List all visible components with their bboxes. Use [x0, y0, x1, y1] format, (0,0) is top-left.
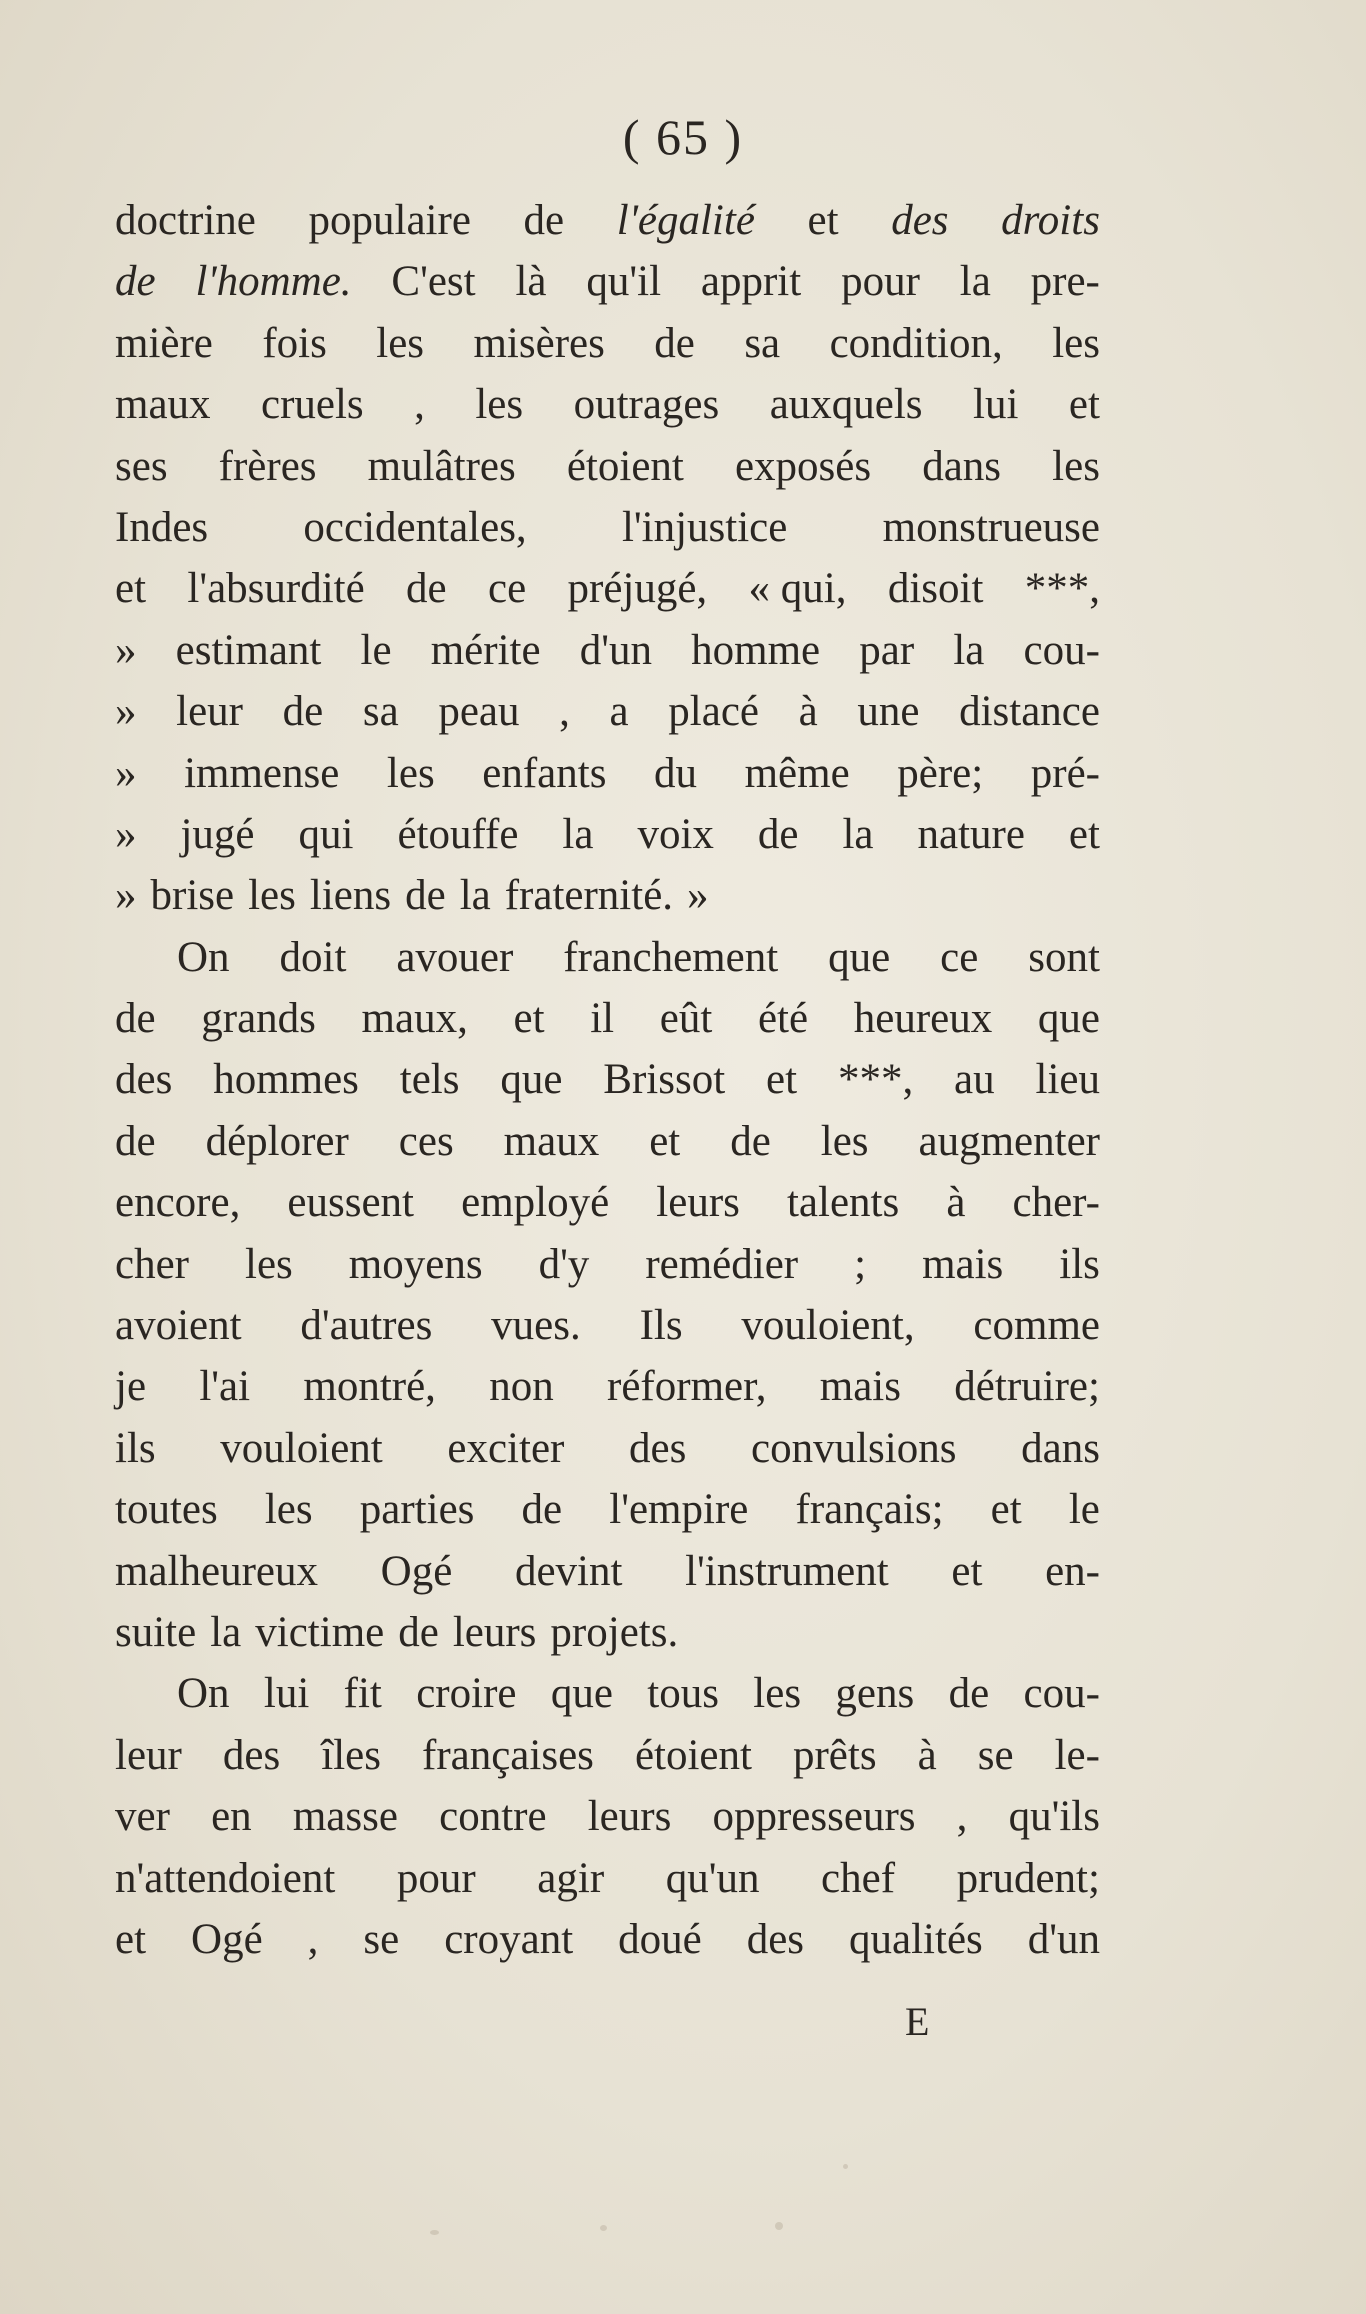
word: fit	[343, 1670, 382, 1718]
word: hommes	[213, 1056, 359, 1104]
word: voix	[637, 810, 714, 858]
word: « qui,	[748, 565, 847, 613]
word: »	[115, 749, 137, 797]
word: encore,	[115, 1179, 241, 1227]
word: apprit	[700, 258, 802, 306]
word: l'homme.	[195, 258, 352, 306]
word: l'empire	[609, 1486, 749, 1534]
word: en-	[1045, 1547, 1100, 1595]
word: de	[115, 995, 156, 1043]
word: eussent	[287, 1179, 415, 1227]
text-line	[115, 1234, 1100, 1295]
word: îles	[321, 1731, 381, 1779]
word: remédier	[645, 1240, 799, 1288]
text-line	[115, 1049, 1100, 1110]
word: fraternité.	[504, 872, 674, 920]
word: une	[857, 688, 920, 736]
word: les	[264, 1486, 313, 1534]
word: »	[115, 810, 137, 858]
text-line	[115, 1725, 1100, 1786]
word: les	[1052, 319, 1100, 367]
paper-speck	[775, 2222, 783, 2230]
text-line	[115, 1356, 1100, 1417]
word: je	[115, 1363, 147, 1411]
word: ***,	[1024, 565, 1100, 613]
word: ces	[398, 1117, 454, 1165]
word: de	[654, 319, 695, 367]
word: la	[953, 626, 985, 674]
word: se	[363, 1915, 400, 1963]
word: vues.	[491, 1302, 581, 1350]
word: et	[115, 565, 147, 613]
word: doué	[618, 1915, 702, 1963]
body-text	[115, 190, 1100, 1970]
word: mais	[922, 1240, 1004, 1288]
word: lui	[263, 1670, 310, 1718]
word: ***,	[837, 1056, 914, 1104]
text-line	[115, 1786, 1100, 1847]
word: malheureux	[115, 1547, 318, 1595]
word: monstrueuse	[882, 503, 1100, 551]
word: contre	[439, 1793, 547, 1841]
word: ce	[487, 565, 527, 613]
word: sont	[1028, 933, 1100, 981]
text-line	[115, 865, 1100, 926]
word: le-	[1054, 1731, 1100, 1779]
word: peau	[438, 688, 520, 736]
page-number: ( 65 )	[622, 109, 744, 165]
word: outrages	[573, 381, 720, 429]
word: gens	[835, 1670, 915, 1718]
word: des	[746, 1915, 805, 1963]
signature-mark: E	[905, 1999, 930, 2044]
word: a	[609, 688, 629, 736]
word: d'autres	[300, 1302, 433, 1350]
word: doctrine	[115, 197, 256, 244]
word: des	[115, 1056, 173, 1104]
word: se	[977, 1731, 1014, 1779]
text-line	[115, 190, 1100, 251]
word: que	[1037, 995, 1100, 1043]
word: Ogé	[191, 1915, 263, 1963]
word: convulsions	[751, 1424, 957, 1472]
word: cou-	[1023, 1670, 1100, 1718]
word: employé	[461, 1179, 610, 1227]
word: du	[654, 749, 698, 797]
word: préjugé,	[567, 565, 708, 613]
word: l'absurdité	[187, 565, 365, 613]
text-line	[115, 313, 1100, 374]
word: ,	[559, 688, 570, 736]
word: et	[951, 1547, 983, 1595]
word: mérite	[430, 626, 541, 674]
word: qu'un	[665, 1854, 760, 1902]
text-line	[115, 1479, 1100, 1540]
text-line	[115, 743, 1100, 804]
word: dans	[922, 442, 1002, 490]
word: »	[687, 872, 709, 920]
word: distance	[959, 688, 1100, 736]
word: estimant	[175, 626, 322, 674]
word: les	[753, 1670, 802, 1718]
word: auxquels	[769, 381, 923, 429]
word: pour	[396, 1854, 476, 1902]
word: maux,	[361, 995, 468, 1043]
word: Brissot	[603, 1056, 726, 1104]
word: l'égalité	[616, 197, 755, 244]
word: devint	[514, 1547, 623, 1595]
word: français;	[795, 1486, 944, 1534]
word: qualités	[849, 1915, 983, 1963]
word: talents	[786, 1179, 900, 1227]
paper-speck	[430, 2230, 439, 2235]
word: les	[386, 749, 435, 797]
word: moyens	[348, 1240, 483, 1288]
word: mulâtres	[367, 442, 516, 490]
word: la	[842, 810, 874, 858]
word: droits	[1001, 197, 1100, 244]
word: leur	[176, 688, 243, 736]
word: sa	[362, 688, 399, 736]
word: des	[629, 1424, 687, 1472]
word: avouer	[396, 933, 514, 981]
word: de	[730, 1117, 771, 1165]
word: par	[859, 626, 915, 674]
word: augmenter	[918, 1117, 1100, 1165]
word: exposés	[734, 442, 872, 490]
text-line	[115, 251, 1100, 312]
word: et	[115, 1915, 147, 1963]
word: eût	[659, 995, 713, 1043]
word: de	[521, 1486, 563, 1534]
word: franchement	[563, 933, 779, 981]
word: de	[948, 1670, 990, 1718]
word: montré,	[303, 1363, 436, 1411]
word: pour	[841, 258, 920, 306]
word: de	[115, 258, 156, 306]
word: et	[513, 995, 545, 1043]
word: les	[1052, 442, 1100, 490]
word: Ils	[639, 1302, 683, 1350]
word: On	[177, 1670, 230, 1718]
text-line	[115, 436, 1100, 497]
word: ;	[854, 1240, 867, 1288]
word: enfants	[482, 749, 607, 797]
word: chef	[821, 1854, 896, 1902]
word: l'injustice	[621, 503, 788, 551]
word: comme	[973, 1302, 1100, 1350]
word: tous	[647, 1670, 719, 1718]
paper-speck	[600, 2225, 607, 2231]
text-line	[115, 804, 1100, 865]
word: été	[757, 995, 809, 1043]
word: le	[1068, 1486, 1100, 1534]
word: la	[210, 1608, 242, 1656]
word: pre-	[1030, 258, 1100, 306]
word: au	[954, 1056, 995, 1104]
word: vouloient,	[741, 1302, 915, 1350]
word: maux	[503, 1117, 600, 1165]
text-line	[115, 1111, 1100, 1172]
word: leurs	[452, 1608, 537, 1656]
word: mais	[819, 1363, 901, 1411]
word: ils	[1059, 1240, 1100, 1288]
word: que	[500, 1056, 563, 1104]
word: vouloient	[220, 1424, 383, 1472]
word: misères	[473, 319, 605, 367]
word: de	[405, 872, 446, 920]
word: parties	[359, 1486, 475, 1534]
word: ,	[414, 381, 425, 429]
word: que	[828, 933, 891, 981]
word: masse	[292, 1793, 398, 1841]
word: pré-	[1030, 749, 1100, 797]
word: à	[946, 1179, 966, 1227]
word: doit	[279, 933, 347, 981]
text-line	[115, 1663, 1100, 1724]
text-line	[115, 1418, 1100, 1479]
word: de	[406, 565, 447, 613]
word: en	[211, 1793, 252, 1841]
text-line	[115, 927, 1100, 988]
word: leurs	[656, 1179, 740, 1227]
word: exciter	[447, 1424, 565, 1472]
word: disoit	[887, 565, 984, 613]
word: détruire;	[954, 1363, 1100, 1411]
word: des	[222, 1731, 281, 1779]
word: victime	[255, 1608, 385, 1656]
word: C'est	[391, 258, 476, 306]
word: de	[115, 1117, 156, 1165]
word: mière	[115, 319, 213, 367]
word: On	[177, 933, 230, 981]
word: homme	[691, 626, 821, 674]
word: l'instrument	[685, 1547, 889, 1595]
word: des	[891, 197, 949, 244]
word: cher-	[1012, 1179, 1100, 1227]
word: sa	[744, 319, 781, 367]
word: père;	[897, 749, 984, 797]
word: de	[398, 1608, 439, 1656]
text-line	[115, 558, 1100, 619]
word: non	[489, 1363, 554, 1411]
word: étoient	[634, 1731, 752, 1779]
word: »	[115, 688, 137, 736]
word: ,	[956, 1793, 968, 1841]
word: d'un	[1027, 1915, 1100, 1963]
word: la	[562, 810, 594, 858]
word: agir	[537, 1854, 605, 1902]
word: et	[1068, 381, 1100, 429]
word: immense	[184, 749, 340, 797]
word: n'attendoient	[115, 1854, 336, 1902]
word: cruels	[261, 381, 364, 429]
word: là	[515, 258, 547, 306]
word: il	[590, 995, 615, 1043]
text-line	[115, 1172, 1100, 1233]
word: et	[649, 1117, 681, 1165]
word: et	[807, 197, 839, 244]
word: nature	[917, 810, 1025, 858]
word: la	[959, 258, 991, 306]
word: les	[475, 381, 524, 429]
word: heureux	[853, 995, 993, 1043]
word: condition,	[829, 319, 1003, 367]
paper-speck	[843, 2164, 848, 2169]
word: d'un	[579, 626, 652, 674]
word: dans	[1021, 1424, 1100, 1472]
word: ils	[115, 1424, 156, 1472]
word: projets.	[550, 1608, 679, 1656]
text-line	[115, 988, 1100, 1049]
word: grands	[201, 995, 316, 1043]
word: de	[757, 810, 799, 858]
word: de	[523, 197, 565, 244]
word: oppresseurs	[712, 1793, 916, 1841]
word: et	[1068, 810, 1100, 858]
word: frères	[218, 442, 317, 490]
word: la	[459, 872, 491, 920]
word: avoient	[115, 1302, 242, 1350]
text-line	[115, 374, 1100, 435]
word: ver	[115, 1793, 170, 1841]
word: à	[798, 688, 818, 736]
word: populaire	[308, 197, 471, 244]
word: les	[245, 1240, 293, 1288]
word: Ogé	[380, 1547, 453, 1595]
text-line	[115, 1602, 1100, 1663]
word: lieu	[1035, 1056, 1100, 1104]
word: françaises	[422, 1731, 594, 1779]
word: étouffe	[397, 810, 519, 858]
word: et	[766, 1056, 798, 1104]
text-line	[115, 681, 1100, 742]
word: les	[376, 319, 425, 367]
word: le	[360, 626, 392, 674]
text-line	[115, 620, 1100, 681]
word: brise	[150, 872, 235, 920]
text-line	[115, 497, 1100, 558]
word: fois	[262, 319, 327, 367]
word: suite	[115, 1608, 197, 1656]
text-line	[115, 1541, 1100, 1602]
word: qu'ils	[1008, 1793, 1100, 1841]
word: »	[115, 626, 137, 674]
word: déplorer	[205, 1117, 349, 1165]
word: leur	[115, 1731, 182, 1779]
word: jugé	[180, 810, 255, 858]
word: »	[115, 872, 137, 920]
word: les	[248, 872, 296, 920]
word: même	[744, 749, 850, 797]
word: ses	[115, 442, 168, 490]
word: cou-	[1023, 626, 1100, 674]
word: que	[550, 1670, 613, 1718]
word: croyant	[444, 1915, 574, 1963]
word: et	[990, 1486, 1022, 1534]
word: cher	[115, 1240, 189, 1288]
word: les	[820, 1117, 869, 1165]
word: de	[282, 688, 324, 736]
word: placé	[668, 688, 759, 736]
word: toutes	[115, 1486, 218, 1534]
word: ce	[940, 933, 979, 981]
word: qui	[298, 810, 354, 858]
word: lui	[973, 381, 1019, 429]
word: qu'il	[586, 258, 662, 306]
word: liens	[309, 872, 392, 920]
text-line	[115, 1848, 1100, 1909]
word: prêts	[792, 1731, 877, 1779]
word: croire	[416, 1670, 517, 1718]
word: d'y	[538, 1240, 590, 1288]
word: l'ai	[199, 1363, 251, 1411]
word: leurs	[587, 1793, 672, 1841]
word: occidentales,	[303, 503, 527, 551]
word: Indes	[115, 503, 209, 551]
text-line	[115, 1295, 1100, 1356]
word: réformer,	[607, 1363, 767, 1411]
word: maux	[115, 381, 211, 429]
word: ,	[307, 1915, 319, 1963]
text-line	[115, 1909, 1100, 1970]
word: prudent;	[956, 1854, 1100, 1902]
word: étoient	[566, 442, 684, 490]
word: tels	[399, 1056, 460, 1104]
word: à	[917, 1731, 937, 1779]
